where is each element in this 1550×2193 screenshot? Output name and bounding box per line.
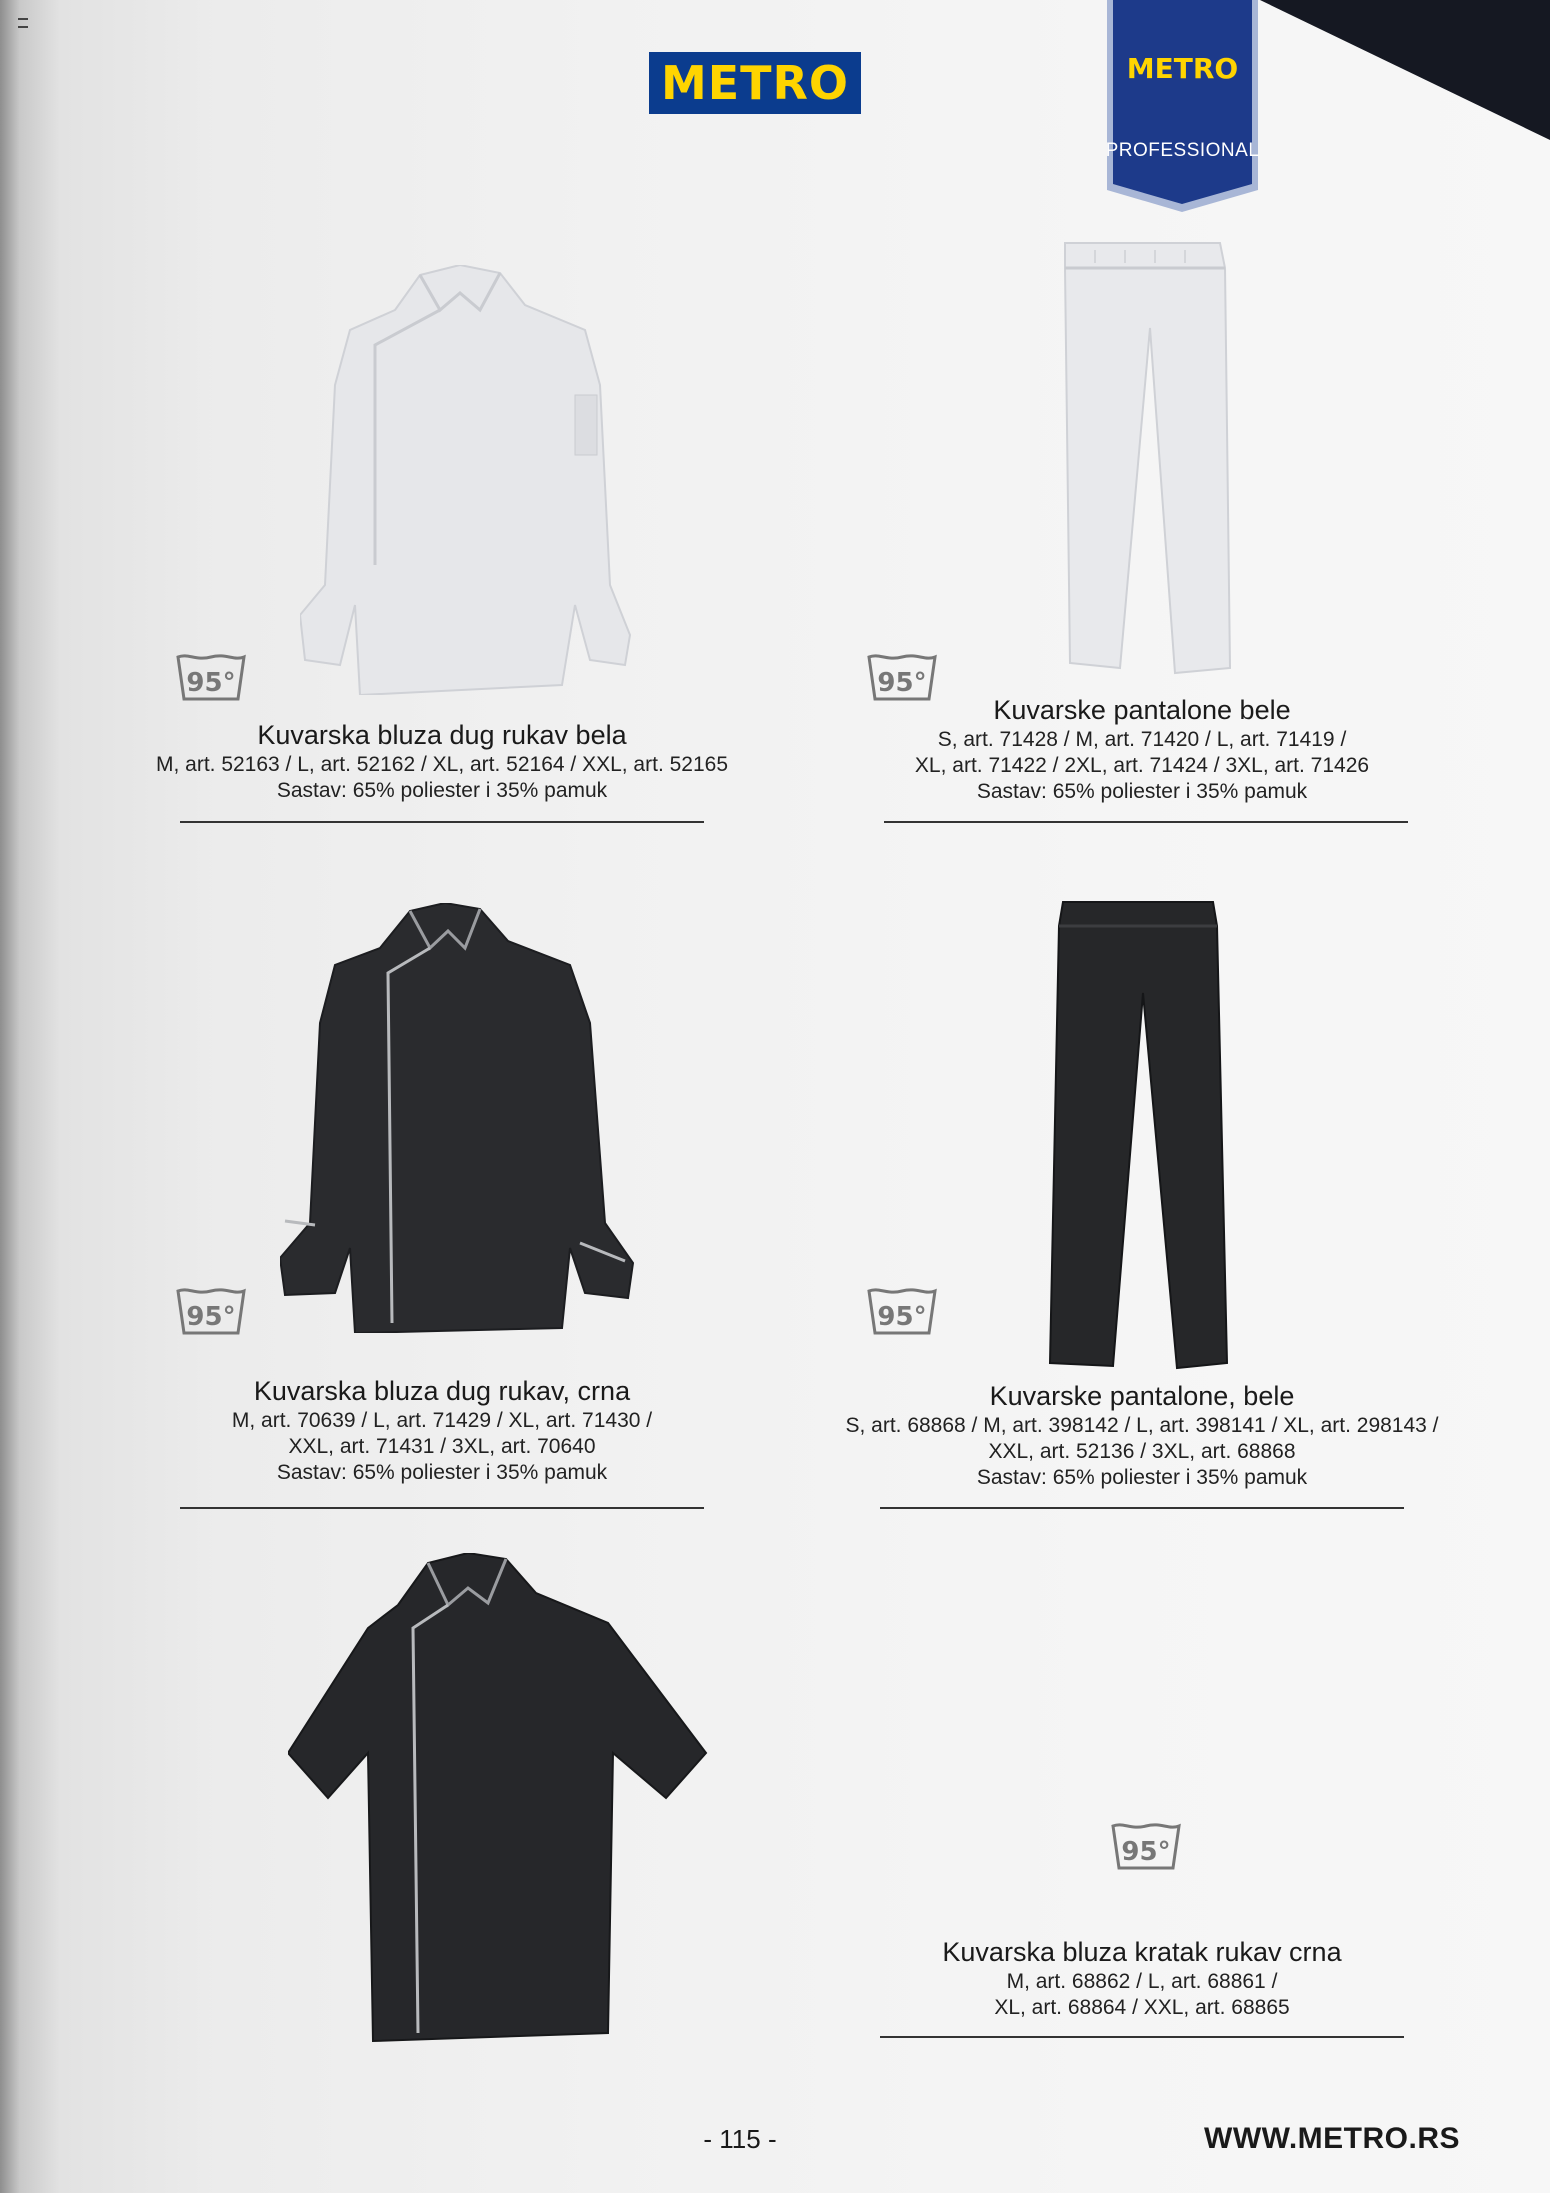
wash-label-3: 95° [186,1302,236,1332]
wash-label-2: 95° [877,668,927,698]
product-line: XXL, art. 71431 / 3XL, art. 70640 [288,1435,596,1458]
product-title: Kuvarska bluza dug rukav, crna [253,1376,631,1406]
website-link[interactable]: WWW.METRO.RS [1204,2122,1460,2155]
divider [880,1507,1404,1509]
product-line: Sastav: 65% poliester i 35% pamuk [976,1466,1308,1489]
product-line: S, art. 71428 / M, art. 71420 / L, art. 71419 / [937,728,1347,751]
divider [180,821,704,823]
product-line: XXL, art. 52136 / 3XL, art. 68868 [988,1440,1296,1463]
product-block-5 [822,1935,1462,2021]
product-line: Sastav: 65% poliester i 35% pamuk [276,779,608,802]
metro-professional-badge [1105,0,1260,205]
corner-decoration [1260,0,1550,140]
divider [884,821,1408,823]
wash-label-1: 95° [186,668,236,698]
divider [880,2036,1404,2038]
wash-label-4: 95° [877,1302,927,1332]
wash-95-icon-4 [867,1287,937,1337]
white-chef-pants-image [1055,238,1235,678]
badge-shape [1105,0,1260,215]
product-line: Sastav: 65% poliester i 35% pamuk [976,780,1308,803]
metro-logo [649,52,861,114]
wash-95-icon-3 [176,1287,246,1337]
divider [180,1507,704,1509]
product-block-2 [822,693,1462,805]
wash-95-icon-5 [1111,1822,1181,1872]
product-line: Sastav: 65% poliester i 35% pamuk [276,1461,608,1484]
product-line: XL, art. 68864 / XXL, art. 68865 [994,1996,1290,2019]
badge-brand: METRO [1126,52,1239,85]
product-line: M, art. 70639 / L, art. 71429 / XL, art. 71430 / [231,1409,653,1432]
white-chef-jacket-image [300,265,635,695]
metro-logo-text: METRO [660,56,850,110]
product-title: Kuvarske pantalone, bele [989,1381,1295,1411]
badge-label: PROFESSIONAL [1105,140,1260,161]
product-block-4 [822,1379,1462,1491]
wash-label-5: 95° [1121,1837,1171,1867]
black-chef-jacket-image [280,903,635,1333]
product-title: Kuvarske pantalone bele [993,695,1291,725]
product-line: M, art. 52163 / L, art. 52162 / XL, art. 52164 / XXL, art. 52165 [155,753,729,776]
menu-icon[interactable] [18,18,28,28]
product-title: Kuvarska bluza kratak rukav crna [942,1937,1342,1967]
black-chef-pants-image [1045,898,1230,1373]
black-short-sleeve-jacket-image [288,1553,708,2043]
product-line: XL, art. 71422 / 2XL, art. 71424 / 3XL, art. 71426 [914,754,1370,777]
product-title: Kuvarska bluza dug rukav bela [257,720,627,750]
product-block-3 [122,1374,762,1486]
page-number: - 115 - [703,2124,777,2154]
product-line: S, art. 68868 / M, art. 398142 / L, art. 398141 / XL, art. 298143 / [845,1414,1439,1437]
product-block-1 [122,718,762,804]
wash-95-icon-1 [176,653,246,703]
product-line: M, art. 68862 / L, art. 68861 / [1006,1970,1278,1993]
